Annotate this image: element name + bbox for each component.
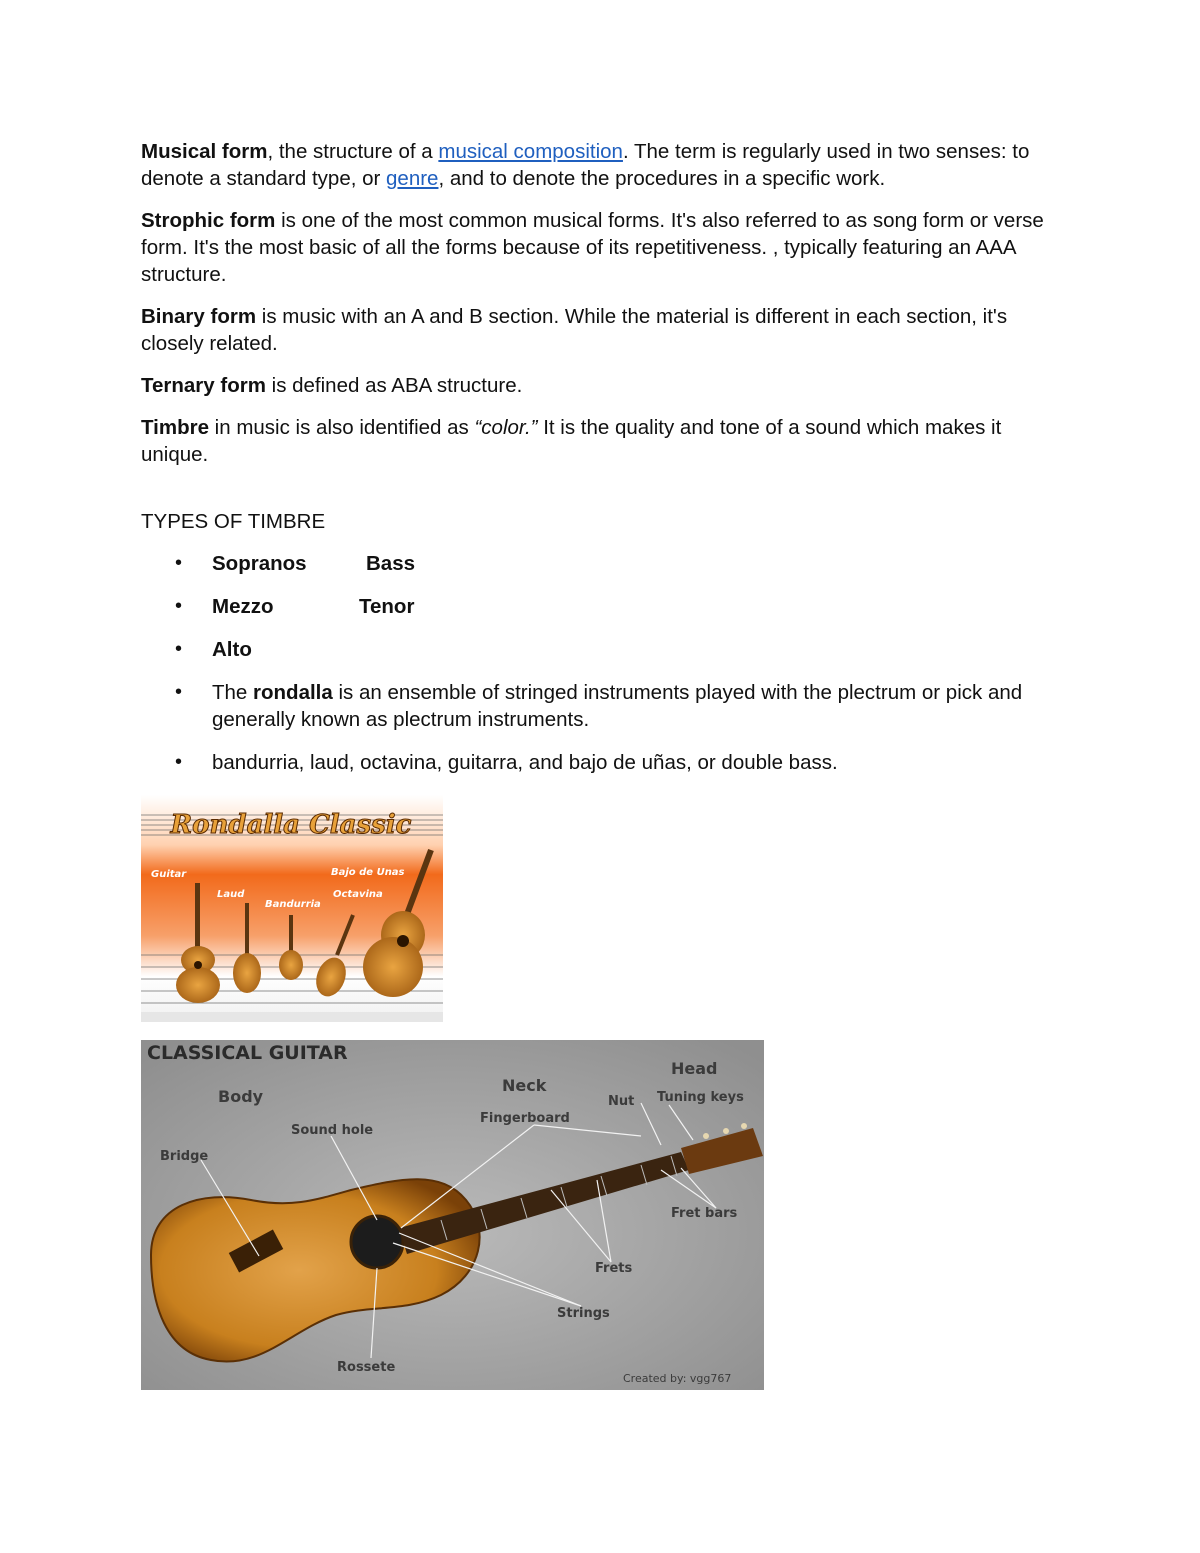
bullet: • <box>175 681 183 703</box>
timbre-quote: “color.” <box>474 416 538 439</box>
label-laud: Laud <box>217 889 245 900</box>
label-fret-bars: Fret bars <box>671 1206 738 1221</box>
rondalla-title: Rondalla Classic <box>170 810 412 840</box>
term-strophic-form: Strophic form <box>141 209 276 232</box>
types-of-timbre-heading: TYPES OF TIMBRE <box>141 510 326 533</box>
bullet: • <box>175 595 183 617</box>
strophic-paragraph <box>141 207 1061 288</box>
voice-sopranos: Sopranos <box>212 552 307 575</box>
ternary-text: is defined as ABA structure. <box>265 374 523 397</box>
rondalla-text-1: The <box>212 681 254 704</box>
term-musical-form: Musical form <box>141 140 268 163</box>
list-item <box>141 749 1061 776</box>
timbre-text-2: It is the quality and tone of a sound which makes it unique. <box>141 416 1002 466</box>
timbre-paragraph <box>141 414 1061 468</box>
label-bridge: Bridge <box>160 1149 209 1164</box>
voice-tenor: Tenor <box>359 595 415 618</box>
label-frets: Frets <box>595 1261 633 1276</box>
musical-composition-link[interactable]: musical composition <box>438 140 623 163</box>
list-item <box>141 550 1061 577</box>
label-sound-hole: Sound hole <box>291 1123 374 1138</box>
bullet: • <box>175 638 183 660</box>
document-page <box>141 138 1061 792</box>
binary-text: is music with an A and B section. While the material is different in each section, it's closely related. <box>141 305 1008 355</box>
timbre-text-1: in music is also identified as <box>208 416 475 439</box>
binary-paragraph <box>141 303 1061 357</box>
diagram-credit: Created by: vgg767 <box>623 1372 732 1385</box>
instruments-line: bandurria, laud, octavina, guitarra, and bajo de uñas, or double bass. <box>212 751 838 774</box>
label-bandurria: Bandurria <box>265 899 321 910</box>
voice-bass: Bass <box>366 552 416 575</box>
label-guitar: Guitar <box>151 869 187 880</box>
intro-text-2: . The term is regularly used in two senses: to denote a standard type, or <box>141 140 1030 190</box>
intro-text-1: , the structure of a <box>267 140 439 163</box>
timbre-list <box>141 550 1061 776</box>
ternary-paragraph <box>141 372 1061 399</box>
list-item <box>141 679 1061 733</box>
term-binary-form: Binary form <box>141 305 257 328</box>
strophic-text: is one of the most common musical forms. It's also referred to as song form or verse form. It's the most basic of all the forms because of its repetitiveness. , typically featuring an AAA structure. <box>141 209 1044 286</box>
intro-paragraph <box>141 138 1061 192</box>
term-rondalla: rondalla <box>253 681 333 704</box>
list-item <box>141 636 1061 663</box>
label-strings: Strings <box>557 1306 610 1321</box>
intro-text-3: , and to denote the procedures in a specific work. <box>438 167 886 190</box>
label-bajo: Bajo de Unas <box>331 867 405 878</box>
classical-guitar-diagram <box>141 1040 764 1390</box>
label-rossete: Rossete <box>337 1360 396 1375</box>
label-nut: Nut <box>608 1094 635 1109</box>
label-octavina: Octavina <box>333 889 383 900</box>
label-fingerboard: Fingerboard <box>480 1111 570 1126</box>
voice-alto: Alto <box>212 638 252 661</box>
genre-link[interactable]: genre <box>386 167 439 190</box>
list-item <box>141 593 1061 620</box>
diagram-title: CLASSICAL GUITAR <box>147 1042 348 1064</box>
term-ternary-form: Ternary form <box>141 374 266 397</box>
rondalla-text-2: is an ensemble of stringed instruments played with the plectrum or pick and generally known as plectrum instruments. <box>212 681 1023 731</box>
rondalla-classic-image <box>141 795 443 1022</box>
label-body: Body <box>218 1087 264 1106</box>
bullet: • <box>175 751 183 773</box>
bullet: • <box>175 552 183 574</box>
voice-mezzo: Mezzo <box>212 595 274 618</box>
label-tuning-keys: Tuning keys <box>657 1090 744 1105</box>
term-timbre: Timbre <box>141 416 209 439</box>
label-neck: Neck <box>502 1076 547 1095</box>
label-head: Head <box>671 1059 718 1078</box>
